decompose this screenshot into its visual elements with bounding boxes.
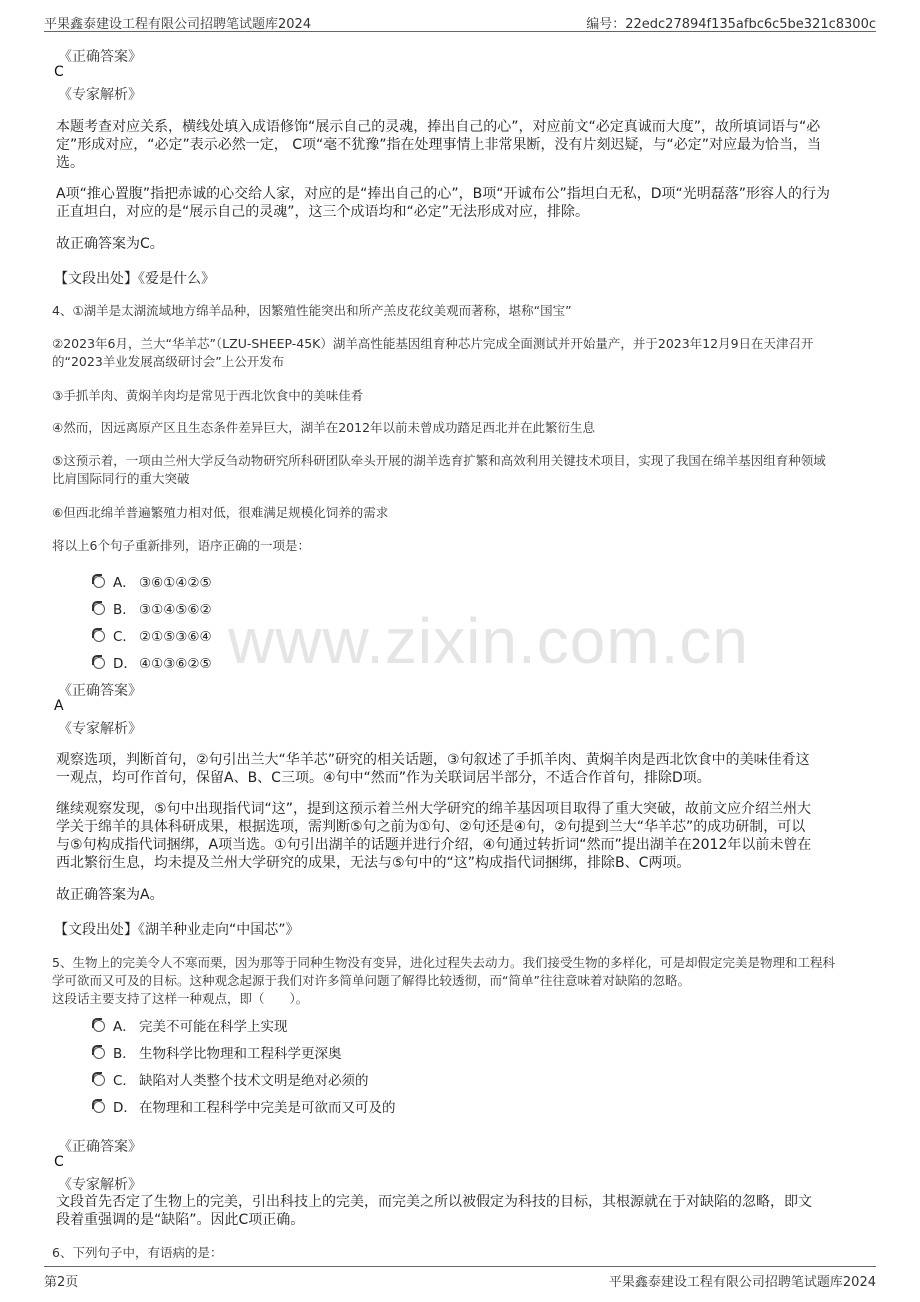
watermark: www.zixin.com.cn bbox=[228, 605, 749, 677]
q5-analysis-label: 《专家解析》 bbox=[58, 1177, 142, 1193]
q4-option-d[interactable]: D． ④①③⑥②⑤ bbox=[93, 652, 212, 672]
q3-answer: C bbox=[54, 64, 64, 80]
q5-option-c[interactable]: C． 缺陷对人类整个技术文明是绝对必须的 bbox=[93, 1069, 369, 1089]
q4-option-b[interactable]: B． ③①④⑤⑥② bbox=[93, 598, 212, 618]
q4-analysis-line: 西北繁衍生息，均未提及兰州大学研究的成果，无法与⑤句中的“这”构成指代词捆绑，排除B、C两项。 bbox=[56, 855, 691, 871]
q4-sentence-5-cont: 比肩国际同行的重大突破 bbox=[52, 471, 190, 486]
q4-sentence-3: ③手抓羊肉、黄焖羊肉均是常见于西北饮食中的美味佳肴 bbox=[52, 388, 364, 403]
q4-sentence-2-cont: 的“2023羊业发展高级研讨会”上公开发布 bbox=[52, 354, 285, 369]
header-title: 平果鑫泰建设工程有限公司招聘笔试题库2024 bbox=[44, 17, 312, 32]
q6-stem: 6、下列句子中，有语病的是： bbox=[52, 1245, 223, 1260]
q3-analysis-line: 本题考查对应关系，横线处填入成语修饰“展示自己的灵魂，捧出自己的心”，对应前文“必定真诚而大度”，故所填词语与“必 bbox=[56, 119, 821, 135]
q3-analysis-line: 选。 bbox=[56, 155, 84, 171]
q4-analysis-line: 学关于绵羊的具体科研成果，根据选项，需判断⑤句之前为①句、②句还是④句，②句提到兰大“华羊芯”的成功研制，可以 bbox=[56, 819, 806, 835]
header-serial: 编号：22edc27894f135afbc6c5be321c8300c bbox=[586, 17, 876, 32]
q5-option-a[interactable]: A． 完美不可能在科学上实现 bbox=[93, 1015, 288, 1035]
radio-button-icon[interactable] bbox=[93, 1101, 105, 1113]
q4-option-c[interactable]: C． ②①⑤③⑥④ bbox=[93, 625, 212, 645]
q4-answer-label: 《正确答案》 bbox=[58, 683, 142, 699]
q4-sentence-5: ⑤这预示着，一项由兰州大学反刍动物研究所科研团队牵头开展的湖羊选育扩繁和高效利用关键技术项目，实现了我国在绵羊基因组育种领域 bbox=[52, 453, 826, 468]
radio-button-icon[interactable] bbox=[93, 1020, 105, 1032]
q4-source: 【文段出处】《湖羊种业走向“中国芯”》 bbox=[54, 922, 300, 938]
header-divider bbox=[44, 31, 876, 32]
radio-button-icon[interactable] bbox=[93, 603, 105, 615]
q4-analysis-line: 与⑤句构成指代词捆绑，A项当选。①句引出湖羊的话题并进行介绍，④句通过转折词“然而”提出湖羊在2012年以前未曾在 bbox=[56, 837, 812, 853]
q4-sentence-6: ⑥但西北绵羊普遍繁殖力相对低，很难满足规模化饲养的需求 bbox=[52, 505, 389, 520]
footer-page-number: 第2页 bbox=[44, 1275, 79, 1290]
q4-analysis-line: 一观点，均可作首句，保留A、B、C三项。④句中“然而”作为关联词居半部分，不适合作首句，排除D项。 bbox=[56, 770, 711, 786]
q3-conclusion: 故正确答案为C。 bbox=[56, 236, 164, 252]
q5-answer: C bbox=[54, 1154, 64, 1170]
q4-option-a[interactable]: A． ③⑥①④②⑤ bbox=[93, 571, 212, 591]
radio-button-icon[interactable] bbox=[93, 630, 105, 642]
q4-prompt: 将以上6个句子重新排列，语序正确的一项是： bbox=[52, 538, 310, 553]
q5-stem-question: 这段话主要支持了这样一种观点，即（ ）。 bbox=[52, 991, 309, 1006]
page-footer bbox=[0, 1266, 920, 1302]
q4-analysis-line: 观察选项，判断首句，②句引出兰大“华羊芯”研究的相关话题，③句叙述了手抓羊肉、黄焖羊肉是西北饮食中的美味佳肴这 bbox=[56, 752, 810, 768]
q3-analysis-line: 正直坦白，对应的是“展示自己的灵魂”，这三个成语均和“必定”无法形成对应，排除。 bbox=[56, 204, 590, 220]
q5-option-d[interactable]: D． 在物理和工程科学中完美是可欲而又可及的 bbox=[93, 1096, 396, 1116]
q5-analysis-line: 段着重强调的是“缺陷”。因此C项正确。 bbox=[56, 1212, 305, 1228]
q5-answer-label: 《正确答案》 bbox=[58, 1139, 142, 1155]
footer-title: 平果鑫泰建设工程有限公司招聘笔试题库2024 bbox=[608, 1275, 876, 1290]
q5-stem-line: 5、生物上的完美令人不寒而栗，因为那等于同种生物没有变异，进化过程失去动力。我们接受生物的多样化，可是却假定完美是物理和工程科 bbox=[52, 955, 835, 970]
q3-answer-label: 《正确答案》 bbox=[58, 49, 142, 65]
q5-stem-line: 学可欲而又可及的目标。这种观念起源于我们对许多简单问题了解得比较透彻，而“简单”往往意味着对缺陷的忽略。 bbox=[52, 973, 690, 988]
q5-option-b[interactable]: B． 生物科学比物理和工程科学更深奥 bbox=[93, 1042, 342, 1062]
radio-button-icon[interactable] bbox=[93, 1047, 105, 1059]
q4-sentence-2: ②2023年6月，兰大“华羊芯”（LZU-SHEEP-45K）湖羊高性能基因组育种芯片完成全面测试并开始量产，并于2023年12月9日在天津召开 bbox=[52, 336, 814, 351]
q3-analysis-line: A项“推心置腹”指把赤诚的心交给人家，对应的是“捧出自己的心”，B项“开诚布公”指坦白无私，D项“光明磊落”形容人的行为 bbox=[56, 186, 830, 202]
radio-button-icon[interactable] bbox=[93, 657, 105, 669]
q3-analysis-line: 定”形成对应，“必定”表示必然一定， C项“毫不犹豫”指在处理事情上非常果断，没有片刻迟疑，与“必定”对应最为恰当，当 bbox=[56, 137, 821, 153]
q4-analysis-line: 继续观察发现，⑤句中出现指代词“这”，提到这预示着兰州大学研究的绵羊基因项目取得了重大突破，故前文应介绍兰州大 bbox=[56, 801, 812, 817]
q3-source: 【文段出处】《爱是什么》 bbox=[54, 271, 215, 287]
footer-divider bbox=[44, 1266, 876, 1267]
q4-sentence-1: 4、①湖羊是太湖流域地方绵羊品种，因繁殖性能突出和所产羔皮花纹美观而著称，堪称“国宝” bbox=[52, 303, 572, 318]
q3-analysis-label: 《专家解析》 bbox=[58, 87, 142, 103]
radio-button-icon[interactable] bbox=[93, 1074, 105, 1086]
page-header bbox=[0, 0, 920, 32]
q4-sentence-4: ④然而，因远离原产区且生态条件差异巨大，湖羊在2012年以前未曾成功踏足西北并在此繁衍生息 bbox=[52, 420, 596, 435]
q4-answer: A bbox=[54, 698, 64, 714]
q4-analysis-label: 《专家解析》 bbox=[58, 721, 142, 737]
q5-analysis-line: 文段首先否定了生物上的完美，引出科技上的完美，而完美之所以被假定为科技的目标，其根源就在于对缺陷的忽略，即文 bbox=[56, 1194, 812, 1210]
radio-button-icon[interactable] bbox=[93, 576, 105, 588]
q4-conclusion: 故正确答案为A。 bbox=[56, 887, 164, 903]
